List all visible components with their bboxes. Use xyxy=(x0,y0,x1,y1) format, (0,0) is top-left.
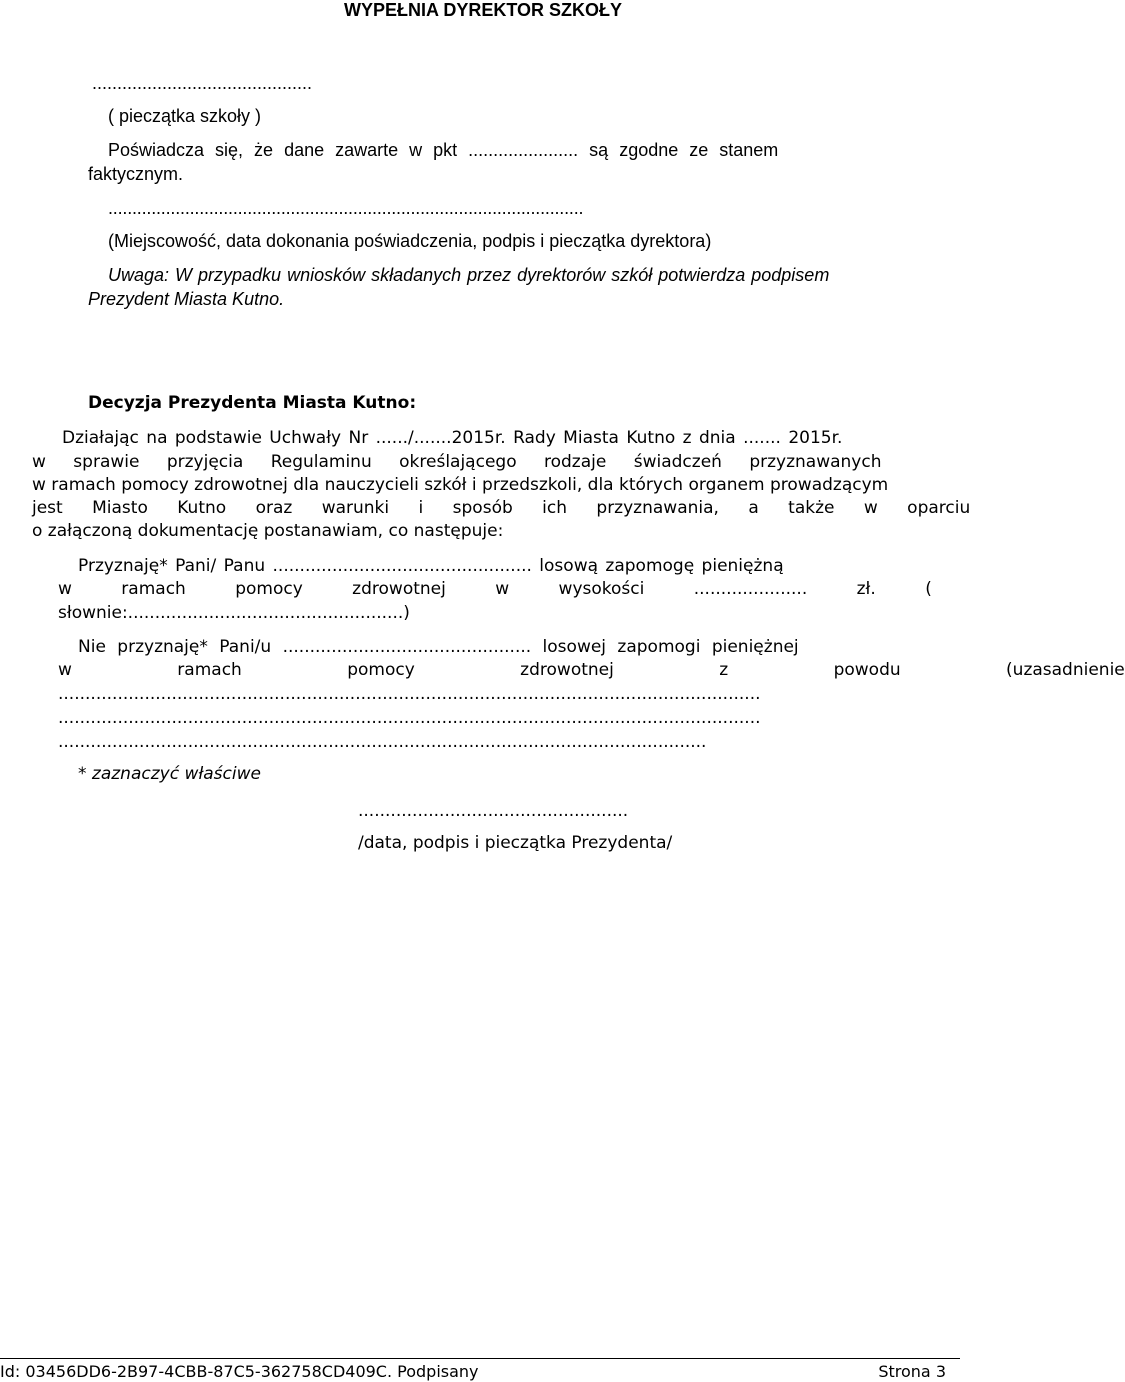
basis-line-4: jest Miasto Kutno oraz warunki i sposób ich przyznawania, a także w oparciu xyxy=(32,498,971,518)
page-title: WYPEŁNIA DYREKTOR SZKOŁY xyxy=(344,0,623,20)
grant-line-3: słownie:...................................................) xyxy=(58,603,410,623)
decision-heading: Decyzja Prezydenta Miasta Kutno: xyxy=(88,393,417,413)
certify-line-2: faktycznym. xyxy=(88,164,184,184)
deny-line-1: Nie przyznaję* Pani/u .............................................. losowej zapomogi pieniężnej xyxy=(78,637,799,657)
basis-line-5: o załączoną dokumentację postanawiam, co następuje: xyxy=(32,521,504,541)
signature-label: (Miejscowość, data dokonania poświadczenia, podpis i pieczątka dyrektora) xyxy=(108,231,712,251)
stamp-label: ( pieczątka szkoły ) xyxy=(108,106,262,126)
stamp-dots: ............................................ xyxy=(92,73,313,93)
deny-dots-2: .................................................................................................................................. xyxy=(58,708,761,728)
footer-page-number: Strona 3 xyxy=(878,1362,946,1381)
deny-dots-1: .................................................................................................................................. xyxy=(58,684,761,704)
basis-line-2: w sprawie przyjęcia Regulaminu określającego rodzaje świadczeń przyznawanych xyxy=(32,452,882,472)
deny-dots-3: ........................................................................................................................ xyxy=(58,732,707,752)
note-line-2: Prezydent Miasta Kutno. xyxy=(88,289,285,309)
basis-line-3: w ramach pomocy zdrowotnej dla nauczycieli szkół i przedszkoli, dla których organem prowadzącym xyxy=(32,475,889,495)
footnote: * zaznaczyć właściwe xyxy=(78,764,261,784)
signature-dots: ................................................................................................... xyxy=(108,198,584,218)
grant-line-2: w ramach pomocy zdrowotnej w wysokości ..................... zł. ( xyxy=(58,579,932,599)
deny-line-2: w ramach pomocy zdrowotnej z powodu (uzasadnienie xyxy=(58,660,1125,680)
note-line-1: Uwaga: W przypadku wniosków składanych przez dyrektorów szkół potwierdza podpisem xyxy=(108,265,830,285)
footer-divider xyxy=(0,1358,960,1359)
basis-line-1: Działając na podstawie Uchwały Nr ....../.......2015r. Rady Miasta Kutno z dnia ....... 2015r. xyxy=(62,428,843,448)
president-signature-label: /data, podpis i pieczątka Prezydenta/ xyxy=(358,833,673,853)
grant-line-1: Przyznaję* Pani/ Panu ................................................ losową zapomogę pieniężną xyxy=(78,556,784,576)
certify-line-1: Poświadcza się, że dane zawarte w pkt ...................... są zgodne ze stanem xyxy=(108,140,779,160)
footer-id: Id: 03456DD6-2B97-4CBB-87C5-362758CD409C. Podpisany xyxy=(0,1362,479,1381)
president-signature-dots: .................................................. xyxy=(358,801,629,821)
